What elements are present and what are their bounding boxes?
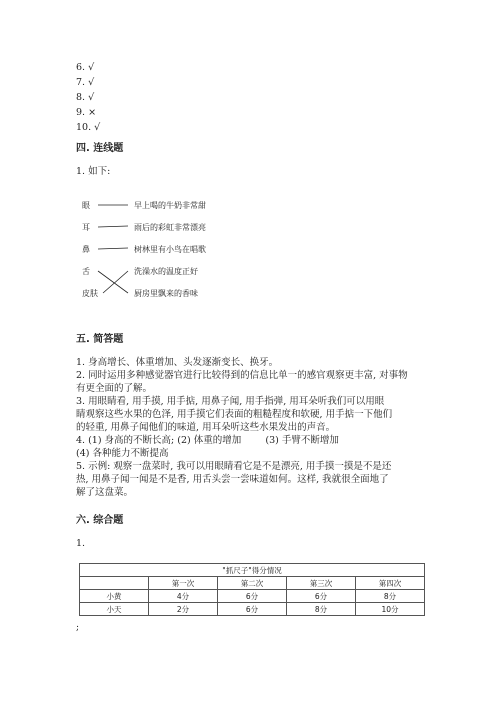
left-item-3: 鼻	[82, 245, 90, 254]
left-item-1: 眼	[82, 201, 90, 210]
table-cell: 6分	[218, 590, 287, 603]
table-cell: 8分	[287, 603, 356, 616]
left-item-2: 耳	[82, 223, 90, 232]
section-5-answers	[76, 356, 432, 499]
table-cell: 6分	[287, 590, 356, 603]
table-cell: 2分	[149, 603, 218, 616]
answer-line: 2. 同时运用多种感觉器官进行比较得到的信息比单一的感官观察更丰富, 对事物	[76, 370, 408, 381]
table-header-cell: 第一次	[149, 577, 218, 590]
trailing-mark: ;	[76, 623, 80, 633]
left-item-4: 舌	[82, 267, 90, 276]
table-header-cell: 第二次	[218, 577, 287, 590]
table-row	[80, 590, 425, 603]
table-cell: 4分	[149, 590, 218, 603]
score-table	[79, 563, 425, 616]
table-cell: 小黄	[80, 590, 149, 603]
answer-10: 10. √	[76, 122, 101, 133]
answer-8: 8. √	[76, 92, 95, 103]
table-header-cell: 第三次	[287, 577, 356, 590]
answer-6: 6. √	[76, 62, 95, 73]
answer-line: 5. 示例: 观察一盘菜时, 我可以用眼睛看它是不是漂亮, 用手摸一摸是不是还	[76, 461, 392, 472]
table-cell: 8分	[356, 590, 425, 603]
right-item-5: 厨房里飘来的香味	[134, 289, 198, 298]
answer-line: 热, 用鼻子闻一闻是不是香, 用舌头尝一尝味道如何。这样, 我就很全面地了	[76, 474, 389, 485]
answer-line: (4) 各种能力不断提高	[76, 448, 169, 459]
table-row	[80, 603, 425, 616]
right-item-4: 洗澡水的温度正好	[134, 267, 198, 276]
table-header-cell	[80, 577, 149, 590]
table-header-cell: 第四次	[356, 577, 425, 590]
connection-line	[98, 271, 128, 293]
section-6-item: 1.	[76, 538, 86, 549]
answer-line: 的轻重, 用鼻子闻他们的味道, 用耳朵听这些水果发出的声音。	[76, 422, 336, 433]
section-4-item: 1. 如下:	[76, 166, 111, 177]
answer-7: 7. √	[76, 77, 95, 88]
answer-9: 9. ×	[76, 107, 97, 118]
table-header-row	[80, 577, 425, 590]
answer-line: 4. (1) 身高的不断长高; (2) 体重的增加 (3) 手臂不断增加	[76, 435, 339, 446]
answer-line: 1. 身高增长、体重增加、头发逐渐变长、换牙。	[76, 357, 279, 368]
right-item-1: 早上喝的牛奶非常甜	[134, 201, 206, 210]
connection-line	[98, 248, 128, 249]
matching-diagram	[76, 196, 256, 302]
connection-line	[98, 226, 128, 227]
table-cell: 10分	[356, 603, 425, 616]
answer-line: 睛观察这些水果的色泽, 用手摸它们表面的粗糙程度和软硬, 用手掂一下他们	[76, 409, 393, 420]
section-6-title: 六. 综合题	[76, 515, 124, 526]
table-cell: 6分	[218, 603, 287, 616]
section-5-title: 五. 简答题	[76, 334, 124, 345]
section-4-title: 四. 连线题	[76, 143, 124, 154]
connection-line	[103, 271, 128, 293]
table-cell: 小天	[80, 603, 149, 616]
answer-line: 3. 用眼睛看, 用手摸, 用手掂, 用鼻子闻, 用手指弹, 用耳朵听我们可以用眼	[76, 396, 385, 407]
right-item-2: 雨后的彩虹非常漂亮	[134, 223, 206, 232]
answer-line: 有更全面的了解。	[76, 383, 153, 394]
table-caption: "抓尺子"得分情况	[80, 564, 425, 577]
right-item-3: 树林里有小鸟在唱歌	[134, 245, 206, 254]
left-item-5: 皮肤	[82, 289, 98, 298]
answer-line: 解了这盘菜。	[76, 487, 134, 498]
